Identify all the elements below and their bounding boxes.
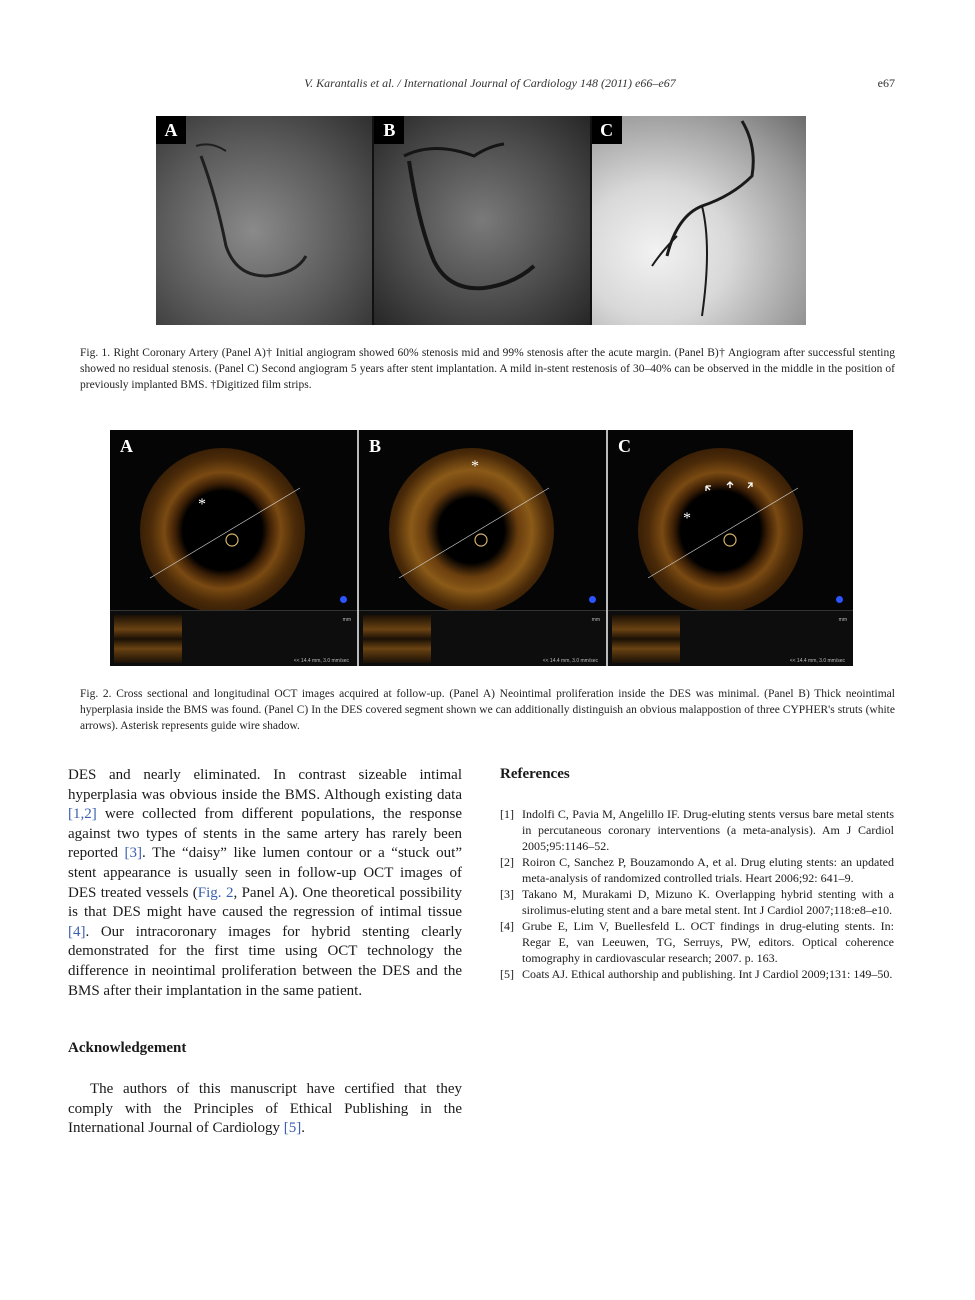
references-list <box>500 806 894 982</box>
citation-link[interactable]: [4] <box>68 923 86 940</box>
reference-item <box>500 918 894 966</box>
panel-label-b: B <box>374 116 404 144</box>
longitudinal-strip-c <box>612 615 680 663</box>
scale-label-b: << 14.4 mm, 3.0 mm/sec <box>542 658 598 664</box>
body-text: , Panel A). One theoretical possibility is that DES might have caused the regression of intimal tissue <box>68 884 463 921</box>
reference-number: [2] <box>500 855 514 869</box>
angiogram-panel-b <box>372 116 589 325</box>
body-text: The authors of this manuscript have certified that they comply with the Principles of Ethical Publishing in the International Journal of Cardiology <box>68 1081 462 1137</box>
artery-drawing-b <box>374 116 589 325</box>
body-text: DES and nearly eliminated. In contrast sizeable intimal hyperplasia was obvious inside the BMS. Although existing data <box>68 767 462 803</box>
blue-marker-b <box>589 596 596 603</box>
figure-link[interactable]: Fig. 2 <box>197 884 234 901</box>
reference-text: Coats AJ. Ethical authorship and publishing. Int J Cardiol 2009;131: 149–50. <box>522 967 893 981</box>
page-number: e67 <box>877 76 895 90</box>
scale-label-a: << 14.4 mm, 3.0 mm/sec <box>293 658 349 664</box>
artery-drawing-c <box>592 116 806 325</box>
panel-label-b: B <box>369 436 382 456</box>
unit-label-a: mm <box>342 617 351 623</box>
angiogram-panel-c <box>590 116 806 325</box>
longitudinal-strip-a <box>114 615 182 663</box>
body-paragraph <box>68 766 462 1001</box>
acknowledgement-paragraph <box>68 1080 462 1139</box>
panel-label-c: C <box>592 116 622 144</box>
running-header: V. Karantalis et al. / International Journal of Cardiology 148 (2011) e66–e67 <box>304 76 676 90</box>
figure-1-caption: Fig. 1. Right Coronary Artery (Panel A)† Initial angiogram showed 60% stenosis mid and 99% stenosis after the acute margin. (Panel B)† Angiogram after successful stenting showed no residual stenosis. (Panel C) Second angiogram 5 years after stent implantation. A mild in-stent restenosis of 30–40% can be observed in the middle in the position of previously implanted BMS. †Digitized film strips. <box>80 347 895 391</box>
body-text: . <box>301 1120 306 1137</box>
blue-marker-a <box>340 596 347 603</box>
angiogram-panel-a <box>156 116 372 325</box>
panel-label-c: C <box>618 436 631 456</box>
reference-text: Grube E, Lim V, Buellesfeld L. OCT findings in drug-eluting stents. In: Regar E, van Leeuwen, TG, Serruys, PW, editors. Optical coherence tomography in cardiovascular research; 2007. p. 163. <box>522 919 894 965</box>
references-heading: References <box>500 766 570 782</box>
panel-label-a: A <box>120 436 133 456</box>
scale-label-c: << 14.4 mm, 3.0 mm/sec <box>789 658 845 664</box>
unit-label-c: mm <box>838 617 847 623</box>
body-text: . Our intracoronary images for hybrid stenting clearly demonstrated for the first time using OCT technology the difference in neointimal proliferation between the DES and the BMS after their implantation in the same patient. <box>68 923 462 999</box>
strut-arrow-2 <box>727 482 733 488</box>
reference-item <box>500 854 894 886</box>
body-text: were collected from different populations, the response against two types of stents in the same artery has rarely been reported <box>68 806 462 862</box>
blue-marker-c <box>836 596 843 603</box>
figure-2-oct <box>110 430 853 666</box>
longitudinal-view-b <box>359 610 606 666</box>
panel-label-a: A <box>156 116 186 144</box>
strut-arrow-3 <box>748 483 752 488</box>
reference-number: [4] <box>500 919 514 933</box>
oct-overlay-a <box>140 448 305 613</box>
reference-item <box>500 966 894 982</box>
asterisk-c: * <box>683 510 691 527</box>
reference-number: [5] <box>500 967 514 981</box>
reference-text: Roiron C, Sanchez P, Bouzamondo A, et al. Drug eluting stents: an updated meta-analysis of randomized controlled trials. Heart 2006;92: 641–9. <box>522 855 894 885</box>
asterisk-a: * <box>198 496 206 513</box>
unit-label-b: mm <box>591 617 600 623</box>
longitudinal-strip-b <box>363 615 431 663</box>
citation-link[interactable]: [3] <box>124 845 143 862</box>
oct-cross-section-c <box>638 448 803 613</box>
strut-arrow-1 <box>706 486 711 491</box>
asterisk-b: * <box>471 458 479 475</box>
oct-panel-a <box>110 430 359 666</box>
citation-link[interactable]: [5] <box>283 1120 302 1137</box>
longitudinal-view-a <box>110 610 357 666</box>
reference-item <box>500 806 894 854</box>
reference-number: [3] <box>500 887 514 901</box>
artery-drawing-a <box>156 116 372 325</box>
oct-overlay-c <box>638 448 803 613</box>
citation-link[interactable]: [1,2] <box>68 806 97 823</box>
longitudinal-view-c <box>608 610 853 666</box>
figure-1-angiograms <box>156 116 806 325</box>
reference-text: Indolfi C, Pavia M, Angelillo IF. Drug-eluting stents versus bare metal stents in percutaneous coronary interventions (a meta-analysis). Am J Cardiol 2005;95:1146–52. <box>522 807 894 853</box>
oct-panel-b <box>359 430 608 666</box>
figure-2-caption: Fig. 2. Cross sectional and longitudinal OCT images acquired at follow-up. (Panel A) Neointimal proliferation inside the DES was minimal. (Panel B) Thick neointimal hyperplasia inside the BMS was found. (Panel C) In the DES covered segment shown we can additionally distinguish an obvious malappostion of three CYPHER's struts (white arrows). Asterisk represents guide wire shadow. <box>80 688 895 732</box>
oct-cross-section-a <box>140 448 305 613</box>
reference-text: Takano M, Murakami D, Mizuno K. Overlapping hybrid stenting with a sirolimus-eluting stent and a bare metal stent. Int J Cardiol 2007;118:e8–e10. <box>522 887 894 917</box>
reference-item <box>500 886 894 918</box>
body-text: . The “daisy” like lumen contour or a “stuck out” stent appearance is usually seen in follow-up OCT images of DES treated vessels ( <box>68 845 462 901</box>
acknowledgement-heading: Acknowledgement <box>68 1040 187 1056</box>
oct-panel-c <box>608 430 853 666</box>
oct-cross-section-b <box>389 448 554 613</box>
reference-number: [1] <box>500 807 514 821</box>
